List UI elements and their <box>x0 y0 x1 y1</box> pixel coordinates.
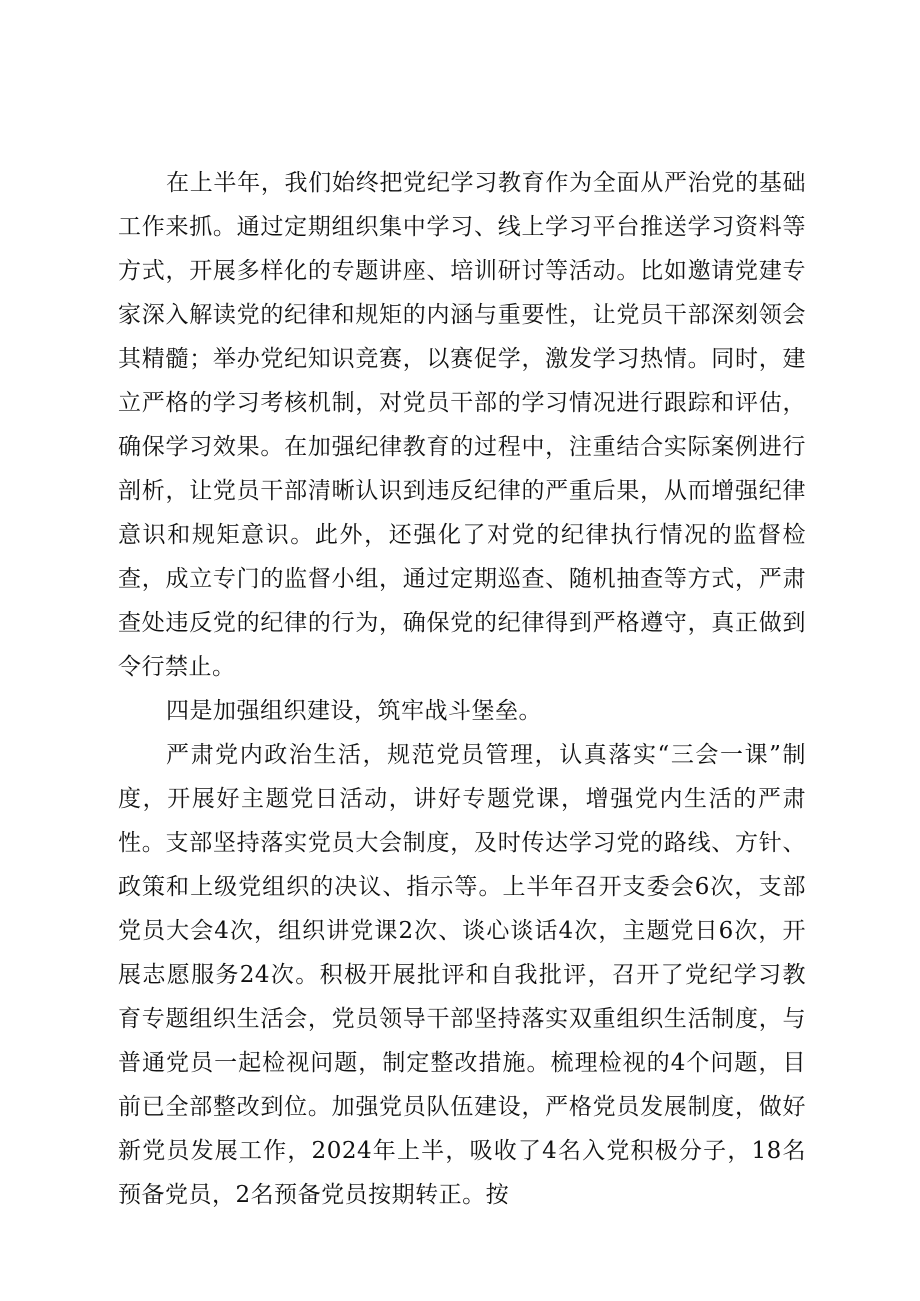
body-paragraph-discipline-education: 在上半年，我们始终把党纪学习教育作为全面从严治党的基础工作来抓。通过定期组织集中学习、线上学习平台推送学习资料等方式，开展多样化的专题讲座、培训研讨等活动。比如邀请党建专家深入解读党的纪律和规矩的内涵与重要性，让党员干部深刻领会其精髓；举办党纪知识竞赛，以赛促学，激发学习热情。同时，建立严格的学习考核机制，对党员干部的学习情况进行跟踪和评估，确保学习效果。在加强纪律教育的过程中，注重结合实际案例进行剖析，让党员干部清晰认识到违反纪律的严重后果，从而增强纪律意识和规矩意识。此外，还强化了对党的纪律执行情况的监督检查，成立专门的监督小组，通过定期巡查、随机抽查等方式，严肃查处违反党的纪律的行为，确保党的纪律得到严格遵守，真正做到令行禁止。 <box>118 170 806 680</box>
document-body <box>118 161 806 1217</box>
body-paragraph-organization-building: 严肃党内政治生活，规范党员管理，认真落实“三会一课”制度，开展好主题党日活动，讲好专题党课，增强党内生活的严肃性。支部坚持落实党员大会制度，及时传达学习党的路线、方针、政策和上级党组织的决议、指示等。上半年召开支委会6次，支部党员大会4次，组织讲党课2次、谈心谈话4次，主题党日6次，开展志愿服务24次。积极开展批评和自我批评，召开了党纪学习教育专题组织生活会，党员领导干部坚持落实双重组织生活制度，与普通党员一起检视问题，制定整改措施。梳理检视的4个问题，目前已全部整改到位。加强党员队伍建设，严格党员发展制度，做好新党员发展工作，2024年上半，吸收了4名入党积极分子，18名预备党员，2名预备党员按期转正。按 <box>118 742 806 1208</box>
section-heading-organization: 四是加强组织建设，筑牢战斗堡垒。 <box>166 698 542 724</box>
